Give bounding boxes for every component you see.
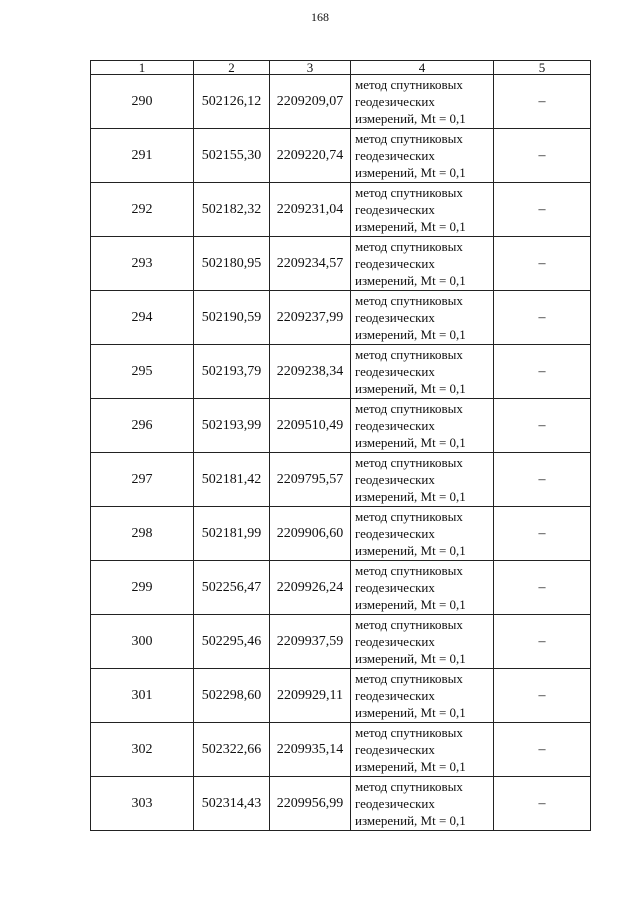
method-line: метод спутниковых [355, 185, 463, 200]
note-cell: – [494, 183, 591, 237]
x-coordinate-cell: 502298,60 [194, 669, 270, 723]
point-number-cell: 294 [91, 291, 194, 345]
point-number-cell: 292 [91, 183, 194, 237]
table-row [91, 453, 591, 507]
method-line: метод спутниковых [355, 671, 463, 686]
note-cell: – [494, 75, 591, 129]
y-coordinate-cell: 2209237,99 [270, 291, 351, 345]
note-cell: – [494, 453, 591, 507]
x-coordinate-cell: 502193,79 [194, 345, 270, 399]
method-line: измерений, Mt = 0,1 [355, 543, 466, 558]
note-cell: – [494, 777, 591, 831]
method-line: метод спутниковых [355, 293, 463, 308]
point-number-cell: 297 [91, 453, 194, 507]
method-line: измерений, Mt = 0,1 [355, 165, 466, 180]
method-line: метод спутниковых [355, 563, 463, 578]
method-line: геодезических [355, 742, 435, 757]
method-cell [351, 399, 494, 453]
page-number: 168 [311, 10, 329, 24]
method-line: метод спутниковых [355, 239, 463, 254]
method-line: геодезических [355, 526, 435, 541]
method-cell [351, 669, 494, 723]
point-number-cell: 293 [91, 237, 194, 291]
note-cell: – [494, 237, 591, 291]
method-line: геодезических [355, 472, 435, 487]
method-line: измерений, Mt = 0,1 [355, 813, 466, 828]
point-number-cell: 298 [91, 507, 194, 561]
method-line: геодезических [355, 634, 435, 649]
table-row [91, 669, 591, 723]
y-coordinate-cell: 2209209,07 [270, 75, 351, 129]
method-cell [351, 237, 494, 291]
method-cell [351, 183, 494, 237]
x-coordinate-cell: 502322,66 [194, 723, 270, 777]
method-line: измерений, Mt = 0,1 [355, 435, 466, 450]
table-row [91, 237, 591, 291]
y-coordinate-cell: 2209231,04 [270, 183, 351, 237]
column-header-3: 3 [270, 61, 351, 75]
method-line: измерений, Mt = 0,1 [355, 273, 466, 288]
method-line: геодезических [355, 256, 435, 271]
x-coordinate-cell: 502295,46 [194, 615, 270, 669]
note-cell: – [494, 669, 591, 723]
method-line: измерений, Mt = 0,1 [355, 327, 466, 342]
table-row [91, 777, 591, 831]
table-row [91, 183, 591, 237]
method-cell [351, 561, 494, 615]
point-number-cell: 296 [91, 399, 194, 453]
note-cell: – [494, 615, 591, 669]
table-row [91, 345, 591, 399]
y-coordinate-cell: 2209234,57 [270, 237, 351, 291]
x-coordinate-cell: 502126,12 [194, 75, 270, 129]
method-line: метод спутниковых [355, 77, 463, 92]
point-number-cell: 295 [91, 345, 194, 399]
y-coordinate-cell: 2209929,11 [270, 669, 351, 723]
method-cell [351, 291, 494, 345]
method-line: измерений, Mt = 0,1 [355, 597, 466, 612]
method-cell [351, 615, 494, 669]
note-cell: – [494, 129, 591, 183]
method-cell [351, 129, 494, 183]
method-line: измерений, Mt = 0,1 [355, 381, 466, 396]
table-row [91, 75, 591, 129]
coordinates-table [90, 60, 591, 831]
point-number-cell: 290 [91, 75, 194, 129]
y-coordinate-cell: 2209937,59 [270, 615, 351, 669]
x-coordinate-cell: 502180,95 [194, 237, 270, 291]
table-row [91, 291, 591, 345]
method-line: геодезических [355, 688, 435, 703]
note-cell: – [494, 345, 591, 399]
point-number-cell: 291 [91, 129, 194, 183]
method-line: метод спутниковых [355, 401, 463, 416]
method-line: геодезических [355, 148, 435, 163]
method-line: метод спутниковых [355, 455, 463, 470]
method-line: метод спутниковых [355, 131, 463, 146]
method-line: измерений, Mt = 0,1 [355, 651, 466, 666]
y-coordinate-cell: 2209926,24 [270, 561, 351, 615]
x-coordinate-cell: 502190,59 [194, 291, 270, 345]
method-line: измерений, Mt = 0,1 [355, 705, 466, 720]
x-coordinate-cell: 502314,43 [194, 777, 270, 831]
x-coordinate-cell: 502182,32 [194, 183, 270, 237]
note-cell: – [494, 291, 591, 345]
method-cell [351, 345, 494, 399]
column-header-2: 2 [194, 61, 270, 75]
y-coordinate-cell: 2209510,49 [270, 399, 351, 453]
method-line: метод спутниковых [355, 347, 463, 362]
y-coordinate-cell: 2209956,99 [270, 777, 351, 831]
method-line: геодезических [355, 94, 435, 109]
x-coordinate-cell: 502256,47 [194, 561, 270, 615]
note-cell: – [494, 507, 591, 561]
method-line: измерений, Mt = 0,1 [355, 489, 466, 504]
method-line: измерений, Mt = 0,1 [355, 111, 466, 126]
y-coordinate-cell: 2209906,60 [270, 507, 351, 561]
table-header-row [91, 61, 591, 75]
method-cell [351, 75, 494, 129]
method-line: геодезических [355, 310, 435, 325]
method-cell [351, 507, 494, 561]
method-cell [351, 777, 494, 831]
table-row [91, 507, 591, 561]
point-number-cell: 303 [91, 777, 194, 831]
table-row [91, 723, 591, 777]
note-cell: – [494, 723, 591, 777]
column-header-5: 5 [494, 61, 591, 75]
x-coordinate-cell: 502193,99 [194, 399, 270, 453]
table-row [91, 399, 591, 453]
method-line: геодезических [355, 580, 435, 595]
method-line: метод спутниковых [355, 617, 463, 632]
point-number-cell: 300 [91, 615, 194, 669]
method-line: геодезических [355, 364, 435, 379]
y-coordinate-cell: 2209795,57 [270, 453, 351, 507]
method-cell [351, 453, 494, 507]
method-line: геодезических [355, 418, 435, 433]
method-cell [351, 723, 494, 777]
y-coordinate-cell: 2209220,74 [270, 129, 351, 183]
x-coordinate-cell: 502181,42 [194, 453, 270, 507]
y-coordinate-cell: 2209935,14 [270, 723, 351, 777]
table-row [91, 561, 591, 615]
method-line: метод спутниковых [355, 725, 463, 740]
method-line: измерений, Mt = 0,1 [355, 759, 466, 774]
column-header-4: 4 [351, 61, 494, 75]
point-number-cell: 301 [91, 669, 194, 723]
point-number-cell: 299 [91, 561, 194, 615]
y-coordinate-cell: 2209238,34 [270, 345, 351, 399]
method-line: метод спутниковых [355, 779, 463, 794]
method-line: метод спутниковых [355, 509, 463, 524]
column-header-1: 1 [91, 61, 194, 75]
method-line: геодезических [355, 202, 435, 217]
method-line: геодезических [355, 796, 435, 811]
x-coordinate-cell: 502155,30 [194, 129, 270, 183]
note-cell: – [494, 561, 591, 615]
method-line: измерений, Mt = 0,1 [355, 219, 466, 234]
table-row [91, 129, 591, 183]
note-cell: – [494, 399, 591, 453]
table-row [91, 615, 591, 669]
x-coordinate-cell: 502181,99 [194, 507, 270, 561]
point-number-cell: 302 [91, 723, 194, 777]
